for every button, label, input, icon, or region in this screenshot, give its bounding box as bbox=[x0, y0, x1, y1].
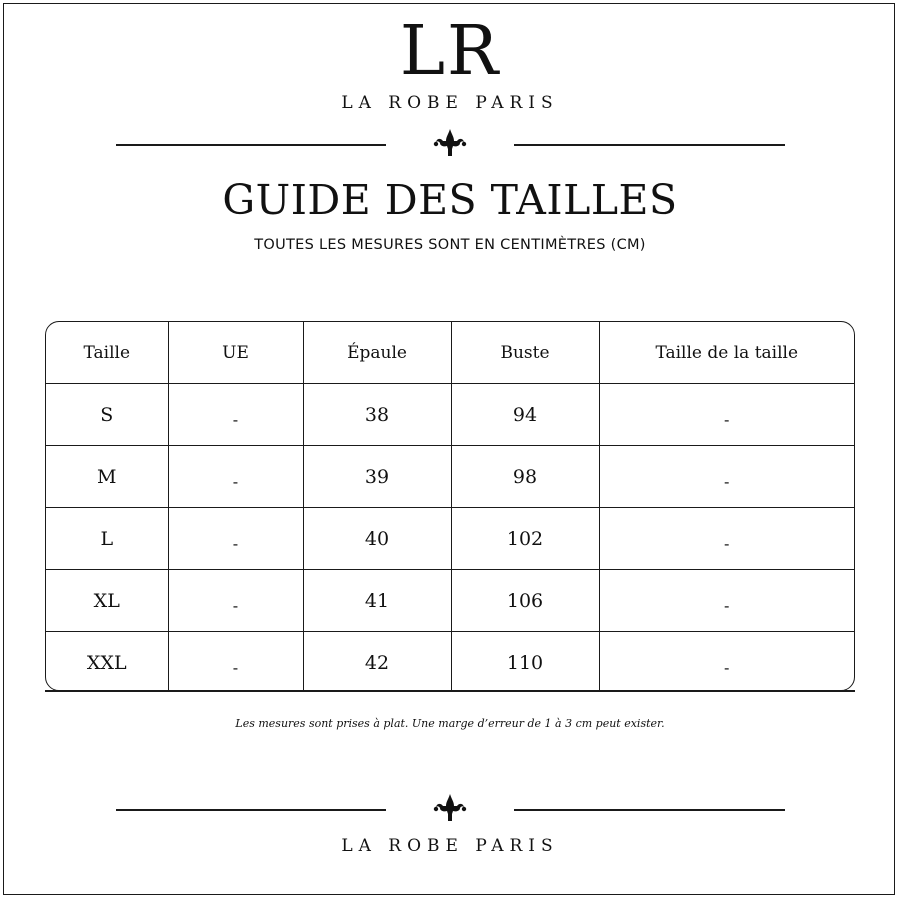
cell-buste: 94 bbox=[451, 384, 599, 446]
cell-taille: - bbox=[599, 446, 854, 508]
cell-buste: 110 bbox=[451, 632, 599, 692]
brand-name: LA ROBE PARIS bbox=[341, 93, 559, 113]
fleur-de-lis-icon bbox=[430, 127, 470, 159]
cell-buste: 98 bbox=[451, 446, 599, 508]
cell-taille: - bbox=[599, 508, 854, 570]
cell-buste: 102 bbox=[451, 508, 599, 570]
cell-size: L bbox=[46, 508, 168, 570]
cell-ue: - bbox=[168, 508, 303, 570]
table-row bbox=[46, 508, 854, 570]
header-tour-de-taille: Taille de la taille bbox=[599, 322, 854, 384]
cell-epaule: 41 bbox=[303, 570, 451, 632]
logo: LR bbox=[399, 12, 501, 91]
header-epaule: Épaule bbox=[303, 322, 451, 384]
table-row bbox=[46, 384, 854, 446]
table-row bbox=[46, 570, 854, 632]
cell-buste: 106 bbox=[451, 570, 599, 632]
cell-taille: - bbox=[724, 657, 730, 677]
table-header-row bbox=[46, 322, 854, 384]
table-row bbox=[46, 446, 854, 508]
cell-ue: - bbox=[168, 632, 303, 692]
page-title: GUIDE DES TAILLES bbox=[222, 176, 678, 224]
cell-size: S bbox=[46, 384, 168, 446]
table-underline bbox=[45, 690, 855, 692]
cell-size: XL bbox=[46, 570, 168, 632]
cell-size: M bbox=[46, 446, 168, 508]
header-buste: Buste bbox=[451, 322, 599, 384]
cell-size: XXL bbox=[46, 632, 168, 692]
cell-epaule: 42 bbox=[303, 632, 451, 692]
cell-ue: - bbox=[168, 384, 303, 446]
header-ue: UE bbox=[168, 322, 303, 384]
cell-ue: - bbox=[168, 446, 303, 508]
size-table bbox=[45, 321, 855, 691]
divider-left bbox=[116, 144, 386, 146]
measurement-note: Les mesures sont prises à plat. Une marge d’erreur de 1 à 3 cm peut exister. bbox=[235, 717, 665, 730]
fleur-de-lis-icon bbox=[430, 792, 470, 824]
table-row bbox=[46, 632, 854, 692]
footer-divider-left bbox=[116, 809, 386, 811]
header-taille: Taille bbox=[46, 322, 168, 384]
footer-divider-right bbox=[514, 809, 785, 811]
cell-epaule: 38 bbox=[303, 384, 451, 446]
page-subtitle: TOUTES LES MESURES SONT EN CENTIMÈTRES (CM) bbox=[254, 237, 646, 253]
footer-brand-name: LA ROBE PARIS bbox=[341, 836, 559, 856]
cell-ue: - bbox=[168, 570, 303, 632]
cell-taille: - bbox=[599, 384, 854, 446]
cell-epaule: 39 bbox=[303, 446, 451, 508]
cell-taille: - bbox=[599, 570, 854, 632]
cell-epaule: 40 bbox=[303, 508, 451, 570]
divider-right bbox=[514, 144, 785, 146]
